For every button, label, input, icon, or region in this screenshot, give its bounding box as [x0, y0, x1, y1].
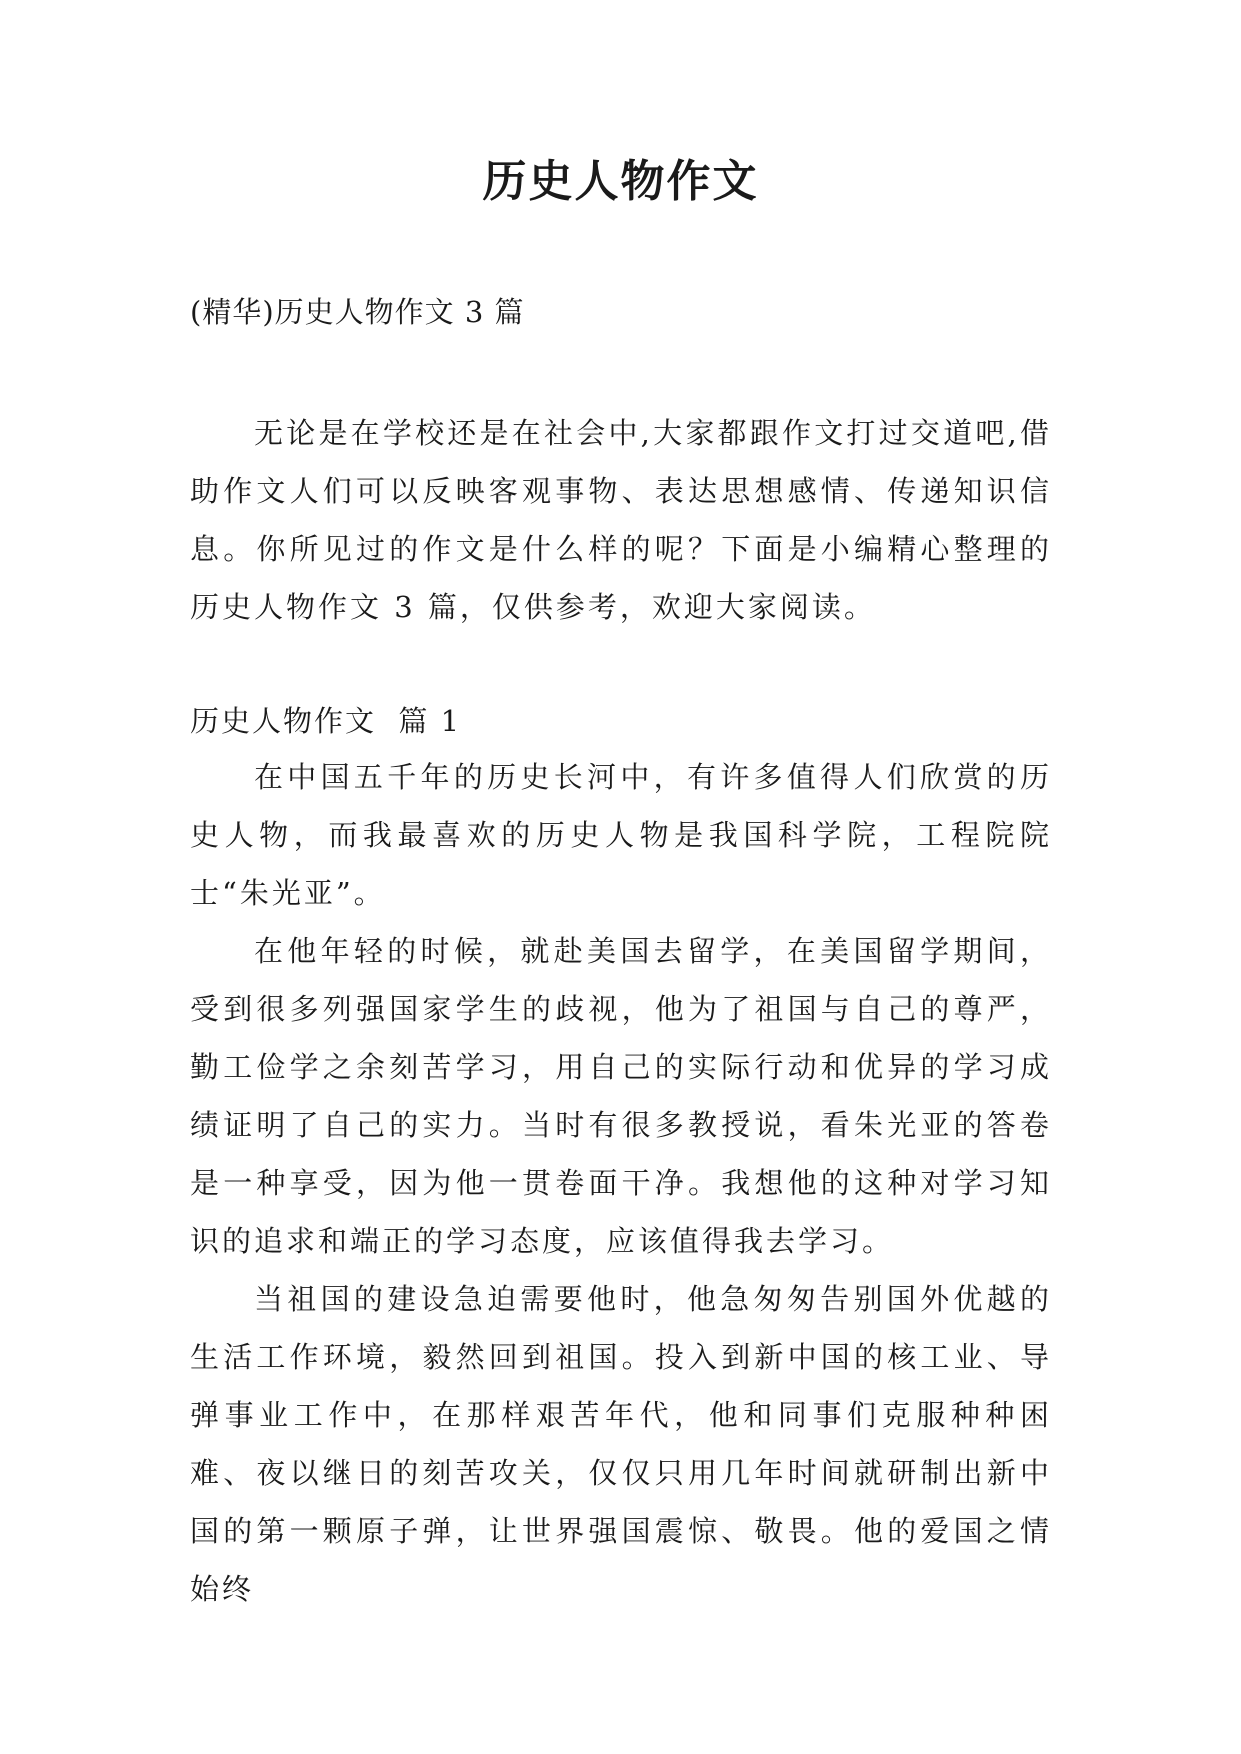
section-heading: 历史人物作文 篇 1 [190, 704, 462, 738]
intro-paragraph: 无论是在学校还是在社会中,大家都跟作文打过交道吧,借助作文人们可以反映客观事物、表达思想感情、传递知识信息。你所见过的作文是什么样的呢？下面是小编精心整理的历史人物作文 3 篇，仅供参考，欢迎大家阅读。 [190, 416, 1052, 624]
document-subtitle: (精华)历史人物作文 3 篇 [190, 295, 525, 329]
body-paragraph: 在中国五千年的历史长河中，有许多值得人们欣赏的历史人物，而我最喜欢的历史人物是我国科学院，工程院院士“朱光亚”。 [190, 760, 1052, 910]
document-title: 历史人物作文 [482, 156, 759, 207]
body-paragraph: 当祖国的建设急迫需要他时，他急匆匆告别国外优越的生活工作环境，毅然回到祖国。投入到新中国的核工业、导弹事业工作中，在那样艰苦年代，他和同事们克服种种困难、夜以继日的刻苦攻关，仅仅只用几年时间就研制出新中国的第一颗原子弹，让世界强国震惊、敬畏。他的爱国之情始终 [190, 1282, 1052, 1606]
section-body [190, 748, 1052, 1618]
intro-block [190, 404, 1052, 636]
body-paragraph: 在他年轻的时候，就赴美国去留学，在美国留学期间，受到很多列强国家学生的歧视，他为了祖国与自己的尊严，勤工俭学之余刻苦学习，用自己的实际行动和优异的学习成绩证明了自己的实力。当时有很多教授说，看朱光亚的答卷是一种享受，因为他一贯卷面干净。我想他的这种对学习知识的追求和端正的学习态度，应该值得我去学习。 [190, 934, 1052, 1258]
